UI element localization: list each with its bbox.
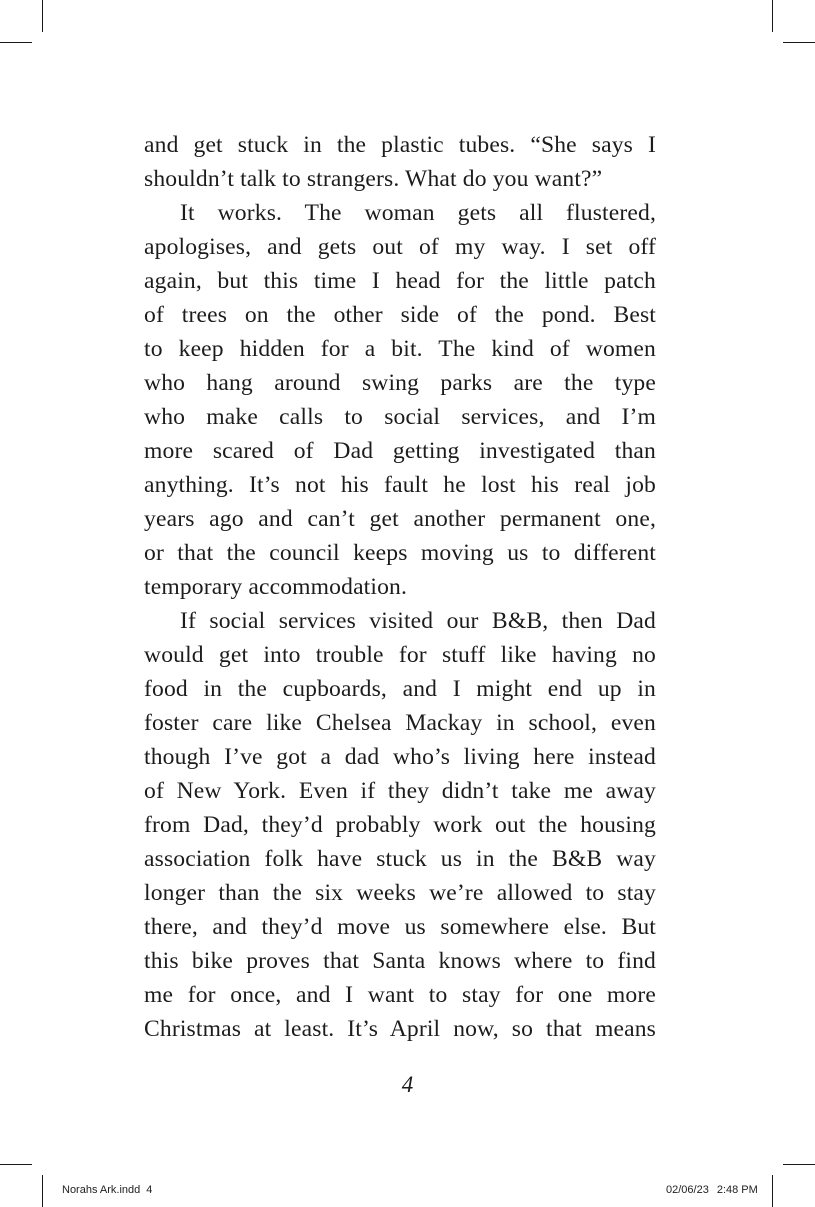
text-line: temporary accommodation. bbox=[144, 574, 408, 600]
slug-timestamp bbox=[666, 1184, 758, 1196]
crop-mark-bottom-left-horizontal bbox=[0, 1164, 32, 1165]
text-line: longer than the six weeks we’re allowed to stay bbox=[144, 880, 656, 906]
text-line: anything. It’s not his fault he lost his real job bbox=[144, 472, 656, 498]
slug-date: 02/06/23 bbox=[666, 1184, 709, 1196]
text-line: who make calls to social services, and I’m bbox=[144, 404, 656, 430]
text-line: of New York. Even if they didn’t take me away bbox=[144, 778, 656, 804]
crop-mark-top-left-vertical bbox=[42, 0, 43, 32]
text-line: more scared of Dad getting investigated than bbox=[144, 438, 656, 464]
text-line: food in the cupboards, and I might end up in bbox=[144, 676, 656, 702]
text-line: to keep hidden for a bit. The kind of women bbox=[144, 336, 656, 362]
text-line: there, and they’d move us somewhere else. But bbox=[144, 914, 656, 940]
body-text bbox=[144, 128, 656, 1046]
text-line: of trees on the other side of the pond. Best bbox=[144, 302, 656, 328]
text-line: me for once, and I want to stay for one more bbox=[144, 982, 656, 1008]
text-line: from Dad, they’d probably work out the housing bbox=[144, 812, 656, 838]
crop-mark-top-right-horizontal bbox=[783, 42, 815, 43]
slug-time: 2:48 PM bbox=[716, 1184, 758, 1196]
slug-page: 4 bbox=[146, 1184, 153, 1196]
slug-filename: Norahs Ark.indd bbox=[62, 1184, 141, 1196]
crop-mark-top-left-horizontal bbox=[0, 42, 32, 43]
text-line: It works. The woman gets all flustered, bbox=[180, 200, 656, 226]
text-line: would get into trouble for stuff like having no bbox=[144, 642, 656, 668]
text-line: and get stuck in the plastic tubes. “She says I bbox=[144, 132, 656, 158]
text-line: who hang around swing parks are the type bbox=[144, 370, 656, 396]
text-line: or that the council keeps moving us to different bbox=[144, 540, 656, 566]
text-line: this bike proves that Santa knows where to find bbox=[144, 948, 656, 974]
text-line: again, but this time I head for the little patch bbox=[144, 268, 656, 294]
crop-mark-bottom-right-vertical bbox=[772, 1175, 773, 1207]
crop-mark-top-right-vertical bbox=[772, 0, 773, 32]
text-line: years ago and can’t get another permanent one, bbox=[144, 506, 656, 532]
text-line: If social services visited our B&B, then Dad bbox=[180, 608, 656, 634]
text-line: association folk have stuck us in the B&B way bbox=[144, 846, 656, 872]
text-line: Christmas at least. It’s April now, so that means bbox=[144, 1016, 656, 1042]
text-line: though I’ve got a dad who’s living here instead bbox=[144, 744, 656, 770]
slug-file-info bbox=[62, 1184, 152, 1196]
crop-mark-bottom-right-horizontal bbox=[783, 1164, 815, 1165]
text-line: foster care like Chelsea Mackay in school, even bbox=[144, 710, 656, 736]
crop-mark-bottom-left-vertical bbox=[42, 1175, 43, 1207]
text-line: shouldn’t talk to strangers. What do you want?” bbox=[144, 166, 603, 192]
page-number: 4 bbox=[401, 1072, 414, 1097]
text-line: apologises, and gets out of my way. I set off bbox=[144, 234, 656, 260]
